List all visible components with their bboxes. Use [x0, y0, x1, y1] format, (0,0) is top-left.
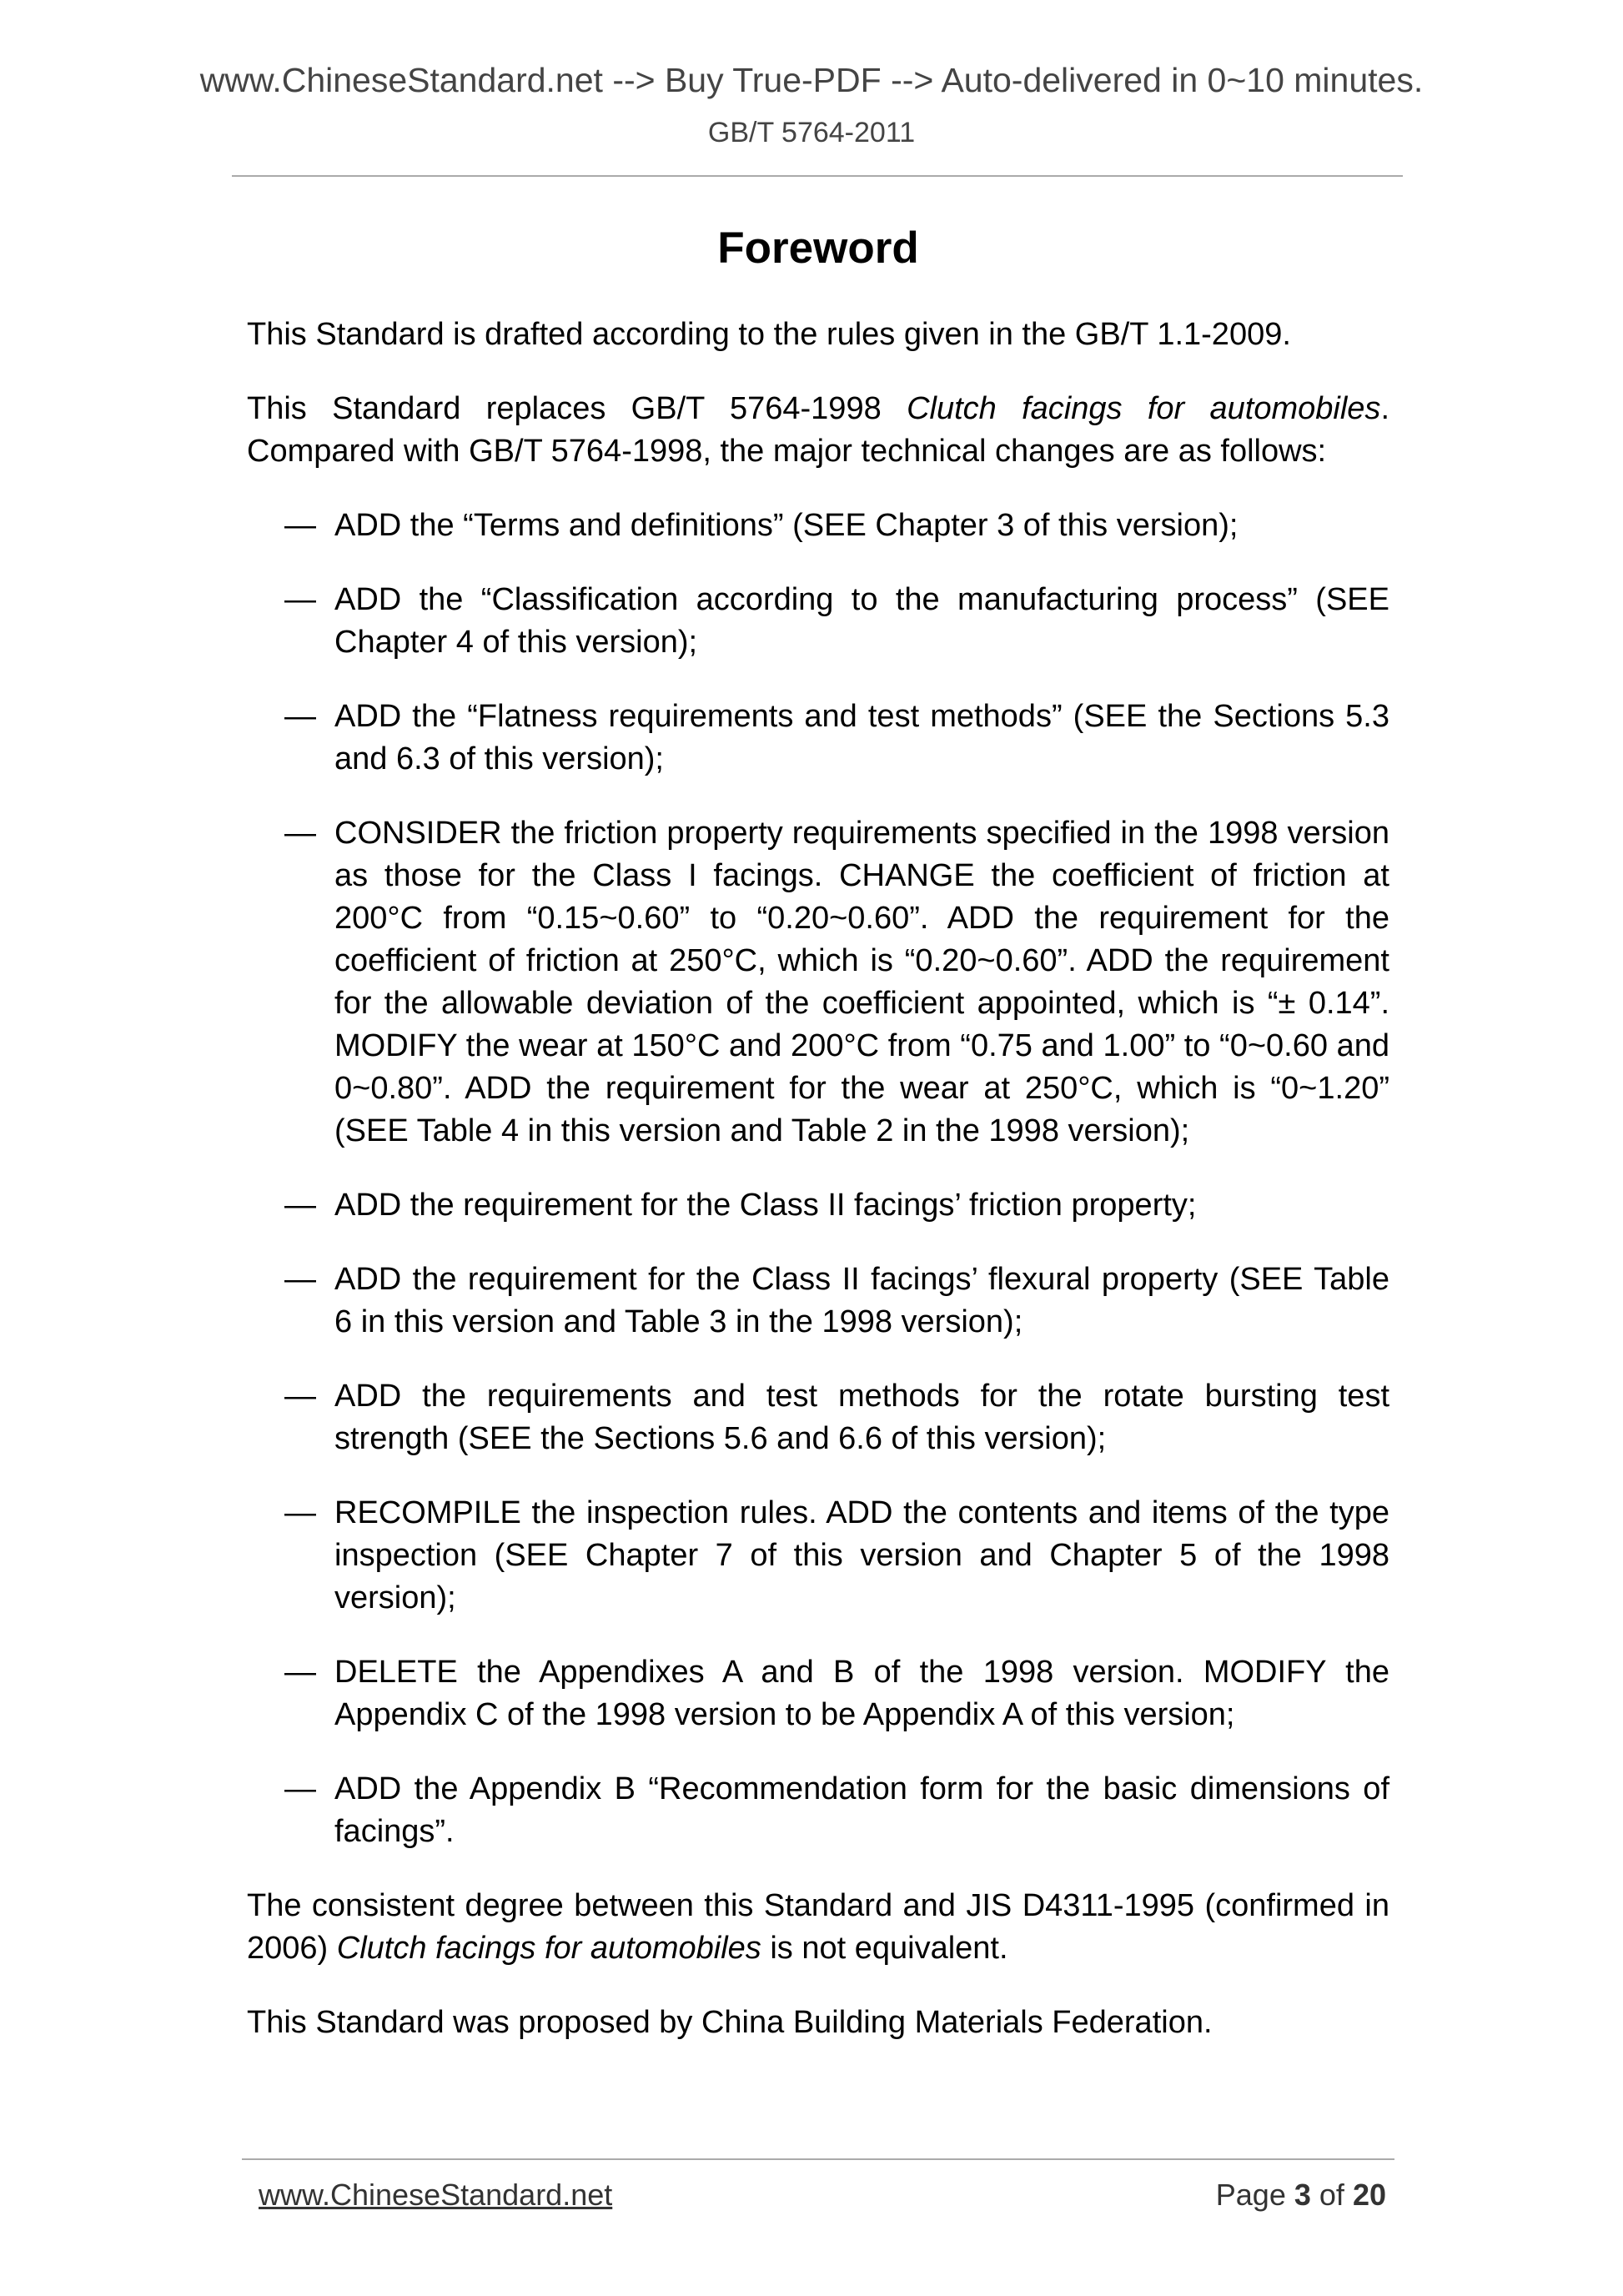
- paragraph-drafting-rules: This Standard is drafted according to the rules given in the GB/T 1.1-2009.: [247, 317, 1291, 352]
- list-item-text: ADD the “Flatness requirements and test methods” (SEE the Sections 5.3 and 6.3 of this version);: [334, 699, 1389, 776]
- list-item: [247, 1259, 1389, 1344]
- dash-bullet: —: [284, 1188, 316, 1223]
- replaces-title-italic: Clutch facings for automobiles: [907, 391, 1381, 426]
- dash-bullet: —: [284, 1379, 316, 1414]
- page-header: [0, 60, 1623, 150]
- footer-divider: [242, 2158, 1394, 2160]
- dash-bullet: —: [284, 1262, 316, 1297]
- list-item: [247, 812, 1389, 1153]
- list-item-text: ADD the “Terms and definitions” (SEE Chapter 3 of this version);: [334, 508, 1239, 543]
- page-word: Page: [1215, 2178, 1286, 2212]
- page-indicator: [1216, 2177, 1386, 2213]
- dash-bullet: —: [284, 1771, 316, 1806]
- consistency-text-after: is not equivalent.: [761, 1931, 1008, 1966]
- list-item-text: ADD the requirement for the Class II facings’ flexural property (SEE Table 6 in this version and Table 3 in the 1998 version);: [334, 1262, 1389, 1339]
- header-banner-text: www.ChineseStandard.net --> Buy True-PDF --> Auto-delivered in 0~10 minutes.: [199, 61, 1424, 99]
- dash-bullet: —: [284, 508, 316, 543]
- paragraph-replaces: [247, 388, 1389, 473]
- dash-bullet: —: [284, 1655, 316, 1690]
- footer-website-link[interactable]: www.ChineseStandard.net: [259, 2178, 613, 2212]
- consistency-title-italic: Clutch facings for automobiles: [336, 1931, 761, 1966]
- document-body: [247, 221, 1389, 2076]
- dash-bullet: —: [284, 582, 316, 617]
- header-divider: [232, 175, 1403, 177]
- list-item-text: DELETE the Appendixes A and B of the 1998 version. MODIFY the Appendix C of the 1998 version to be Appendix A of this version;: [334, 1655, 1389, 1732]
- dash-bullet: —: [284, 1495, 316, 1530]
- of-word: of: [1319, 2178, 1344, 2212]
- page-number: 3: [1294, 2178, 1311, 2212]
- page-title: Foreword: [717, 224, 919, 273]
- paragraph-consistency: [247, 1885, 1389, 1970]
- list-item-text: ADD the “Classification according to the manufacturing process” (SEE Chapter 4 of this version);: [334, 582, 1389, 660]
- technical-changes-list: [247, 505, 1389, 1853]
- list-item: [247, 1375, 1389, 1460]
- replaces-text-before: This Standard replaces GB/T 5764-1998: [247, 391, 907, 426]
- dash-bullet: —: [284, 699, 316, 734]
- list-item-text: ADD the Appendix B “Recommendation form for the basic dimensions of facings”.: [334, 1771, 1389, 1849]
- list-item-text: RECOMPILE the inspection rules. ADD the contents and items of the type inspection (SEE Chapter 7 of this version and Chapter 5 of the 1998 version);: [334, 1495, 1389, 1615]
- list-item: [247, 1184, 1389, 1227]
- list-item: [247, 505, 1389, 547]
- replaces-text-after: . Compared with GB/T 5764-1998, the major technical changes are as follows:: [247, 391, 1389, 469]
- consistency-text-before: The consistent degree between this Standard and JIS D4311-1995 (confirmed in 2006): [247, 1888, 1389, 1966]
- standard-code: GB/T 5764-2011: [707, 117, 916, 148]
- list-item: [247, 1768, 1389, 1853]
- dash-bullet: —: [284, 816, 316, 851]
- list-item-text: ADD the requirement for the Class II facings’ friction property;: [334, 1188, 1197, 1223]
- list-item: [247, 696, 1389, 781]
- page-total: 20: [1352, 2178, 1386, 2212]
- list-item: [247, 1492, 1389, 1620]
- paragraph-proposed-by: This Standard was proposed by China Building Materials Federation.: [247, 2005, 1213, 2040]
- list-item-text: ADD the requirements and test methods for the rotate bursting test strength (SEE the Sections 5.6 and 6.6 of this version);: [334, 1379, 1389, 1456]
- list-item-text: CONSIDER the friction property requirements specified in the 1998 version as those for the Class I facings. CHANGE the coefficient of friction at 200°C from “0.15~0.60” to “0.20~0.60”. ADD the requirement for the coefficient of friction at 250°C, which is “0.20~0.60”. ADD the requirement for the allowable deviation of the coefficient appointed, which is “± 0.14”. MODIFY the wear at 150°C and 200°C from “0.75 and 1.00” to “0~0.60 and 0~0.80”. ADD the requirement for the wear at 250°C, which is “0~1.20” (SEE Table 4 in this version and Table 2 in the 1998 version);: [334, 816, 1389, 1148]
- list-item: [247, 579, 1389, 664]
- list-item: [247, 1651, 1389, 1736]
